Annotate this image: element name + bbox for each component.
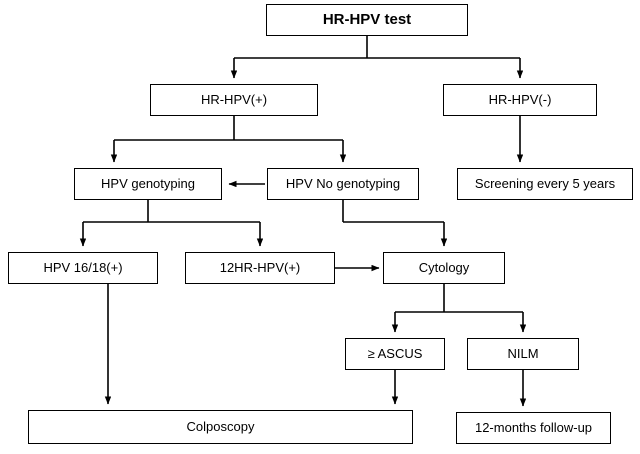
- node-hr-hpv-test: HR-HPV test: [266, 4, 468, 36]
- node-nilm: NILM: [467, 338, 579, 370]
- node-hpv-no-genotyping: HPV No genotyping: [267, 168, 419, 200]
- node-screening-every-5-years: Screening every 5 years: [457, 168, 633, 200]
- node-12-months-follow-up: 12-months follow-up: [456, 412, 611, 444]
- node-colposcopy: Colposcopy: [28, 410, 413, 444]
- node-12hr-hpv-positive: 12HR-HPV(+): [185, 252, 335, 284]
- node-hpv-16-18-positive: HPV 16/18(+): [8, 252, 158, 284]
- node-ascus: ≥ ASCUS: [345, 338, 445, 370]
- node-cytology: Cytology: [383, 252, 505, 284]
- node-hr-hpv-positive: HR-HPV(+): [150, 84, 318, 116]
- node-hr-hpv-negative: HR-HPV(-): [443, 84, 597, 116]
- node-hpv-genotyping: HPV genotyping: [74, 168, 222, 200]
